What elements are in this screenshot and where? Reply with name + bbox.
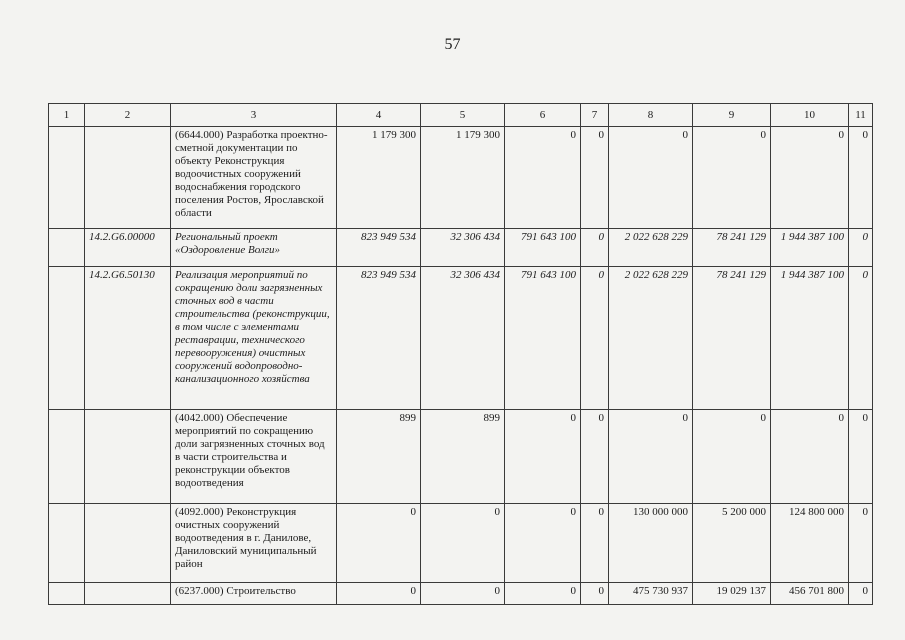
value-cell: 0	[337, 504, 421, 583]
column-header: 8	[609, 104, 693, 127]
value-cell: 0	[581, 583, 609, 605]
value-cell: 1 179 300	[337, 127, 421, 229]
column-header: 11	[849, 104, 873, 127]
name-cell: (6237.000) Строительство	[171, 583, 337, 605]
value-cell: 0	[505, 504, 581, 583]
budget-table	[48, 103, 873, 605]
value-cell: 5 200 000	[693, 504, 771, 583]
value-cell: 0	[609, 410, 693, 504]
column-header: 5	[421, 104, 505, 127]
value-cell: 0	[421, 504, 505, 583]
value-cell: 1 179 300	[421, 127, 505, 229]
name-cell: (4092.000) Реконструкция очистных сооружений водоотведения в г. Данилове, Даниловский муниципальный район	[171, 504, 337, 583]
code-cell: 14.2.G6.50130	[85, 267, 171, 410]
value-cell: 2 022 628 229	[609, 229, 693, 267]
value-cell: 823 949 534	[337, 229, 421, 267]
page-number: 57	[444, 36, 461, 53]
column-header: 1	[49, 104, 85, 127]
row-number-cell	[49, 504, 85, 583]
value-cell: 0	[849, 127, 873, 229]
value-cell: 0	[337, 583, 421, 605]
value-cell: 0	[581, 127, 609, 229]
value-cell: 0	[505, 583, 581, 605]
value-cell: 0	[849, 504, 873, 583]
table-row	[49, 410, 873, 504]
table-row	[49, 229, 873, 267]
table-row	[49, 504, 873, 583]
code-cell	[85, 410, 171, 504]
value-cell: 0	[693, 127, 771, 229]
name-cell: (6644.000) Разработка проектно-сметной документации по объекту Реконструкция водоочистных сооружений водоснабжения городского поселения Ростов, Ярославской области	[171, 127, 337, 229]
value-cell: 1 944 387 100	[771, 229, 849, 267]
value-cell: 2 022 628 229	[609, 267, 693, 410]
value-cell: 0	[581, 229, 609, 267]
column-header: 2	[85, 104, 171, 127]
value-cell: 124 800 000	[771, 504, 849, 583]
value-cell: 0	[849, 583, 873, 605]
code-cell	[85, 127, 171, 229]
table-header-row	[49, 104, 873, 127]
code-cell	[85, 504, 171, 583]
value-cell: 0	[849, 229, 873, 267]
row-number-cell	[49, 267, 85, 410]
column-header: 3	[171, 104, 337, 127]
value-cell: 0	[609, 127, 693, 229]
value-cell: 823 949 534	[337, 267, 421, 410]
row-number-cell	[49, 229, 85, 267]
column-header: 9	[693, 104, 771, 127]
value-cell: 130 000 000	[609, 504, 693, 583]
value-cell: 1 944 387 100	[771, 267, 849, 410]
value-cell: 791 643 100	[505, 229, 581, 267]
value-cell: 0	[421, 583, 505, 605]
value-cell: 0	[581, 267, 609, 410]
value-cell: 899	[337, 410, 421, 504]
column-header: 7	[581, 104, 609, 127]
name-cell: (4042.000) Обеспечение мероприятий по сокращению доли загрязненных сточных вод в части строительства и реконструкции объектов водоотведения	[171, 410, 337, 504]
value-cell: 0	[505, 127, 581, 229]
table-row	[49, 267, 873, 410]
code-cell	[85, 583, 171, 605]
name-cell: Реализация мероприятий по сокращению доли загрязненных сточных вод в части строительства (реконструкции, в том числе с элементами реставрации, технического перевооружения) очистных сооружений водопроводно-канализационного хозяйства	[171, 267, 337, 410]
value-cell: 0	[849, 267, 873, 410]
column-header: 10	[771, 104, 849, 127]
column-header: 6	[505, 104, 581, 127]
value-cell: 0	[581, 410, 609, 504]
table-row	[49, 583, 873, 605]
table-row	[49, 127, 873, 229]
value-cell: 78 241 129	[693, 229, 771, 267]
value-cell: 0	[581, 504, 609, 583]
column-header: 4	[337, 104, 421, 127]
value-cell: 0	[771, 410, 849, 504]
value-cell: 0	[505, 410, 581, 504]
value-cell: 791 643 100	[505, 267, 581, 410]
row-number-cell	[49, 583, 85, 605]
value-cell: 0	[693, 410, 771, 504]
row-number-cell	[49, 410, 85, 504]
value-cell: 456 701 800	[771, 583, 849, 605]
name-cell: Региональный проект «Оздоровление Волги»	[171, 229, 337, 267]
value-cell: 0	[849, 410, 873, 504]
value-cell: 32 306 434	[421, 267, 505, 410]
value-cell: 899	[421, 410, 505, 504]
value-cell: 475 730 937	[609, 583, 693, 605]
row-number-cell	[49, 127, 85, 229]
value-cell: 19 029 137	[693, 583, 771, 605]
value-cell: 0	[771, 127, 849, 229]
value-cell: 32 306 434	[421, 229, 505, 267]
code-cell: 14.2.G6.00000	[85, 229, 171, 267]
value-cell: 78 241 129	[693, 267, 771, 410]
